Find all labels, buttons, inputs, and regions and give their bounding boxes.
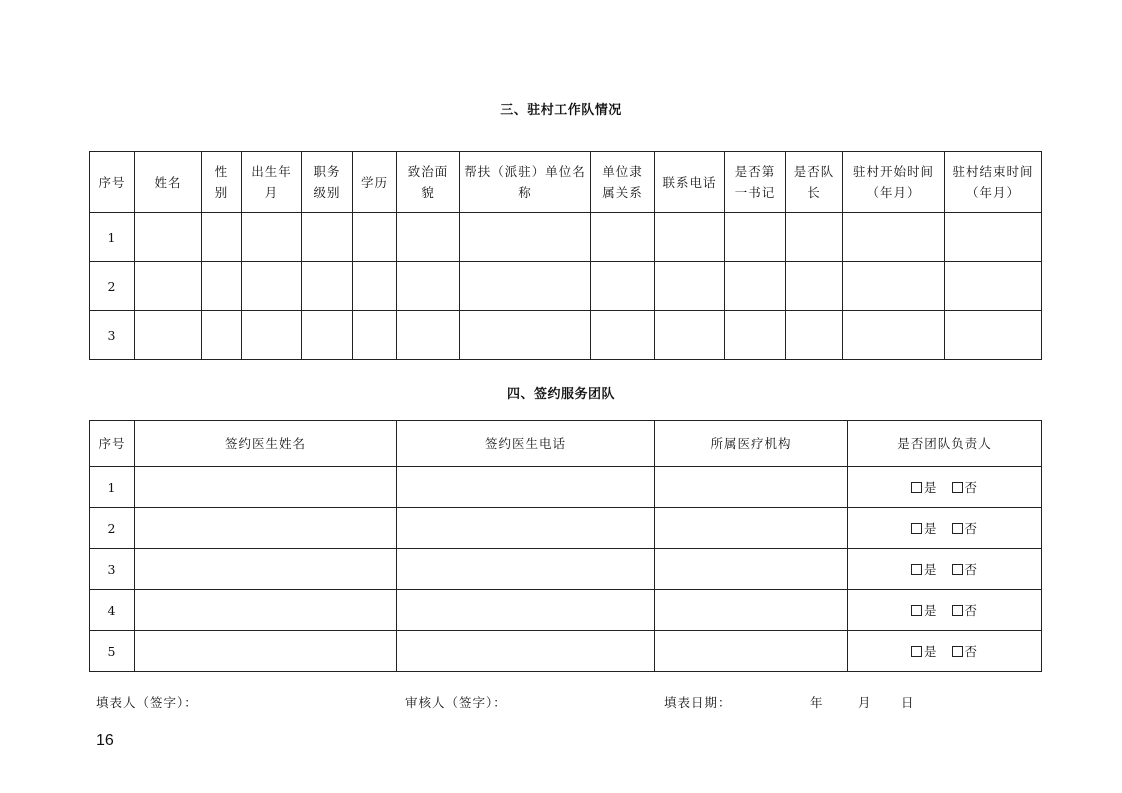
- option-label: 否: [964, 561, 979, 577]
- blank-cell[interactable]: [725, 262, 786, 311]
- blank-cell[interactable]: [242, 311, 302, 360]
- blank-cell[interactable]: [397, 590, 655, 631]
- checkbox-icon[interactable]: [952, 482, 963, 493]
- option-label: 否: [964, 479, 979, 495]
- blank-cell[interactable]: [302, 262, 353, 311]
- column-header: 是否队 长: [786, 152, 843, 213]
- blank-cell[interactable]: [353, 311, 397, 360]
- option-no[interactable]: [952, 600, 979, 621]
- blank-cell[interactable]: [591, 262, 655, 311]
- option-label: 是: [923, 479, 938, 495]
- option-label: 是: [923, 520, 938, 536]
- reviewer-signature-label: 审核人（签字）：: [405, 695, 507, 710]
- option-label: 否: [964, 643, 979, 659]
- table-row: [90, 590, 1042, 631]
- blank-cell[interactable]: [135, 549, 397, 590]
- blank-cell[interactable]: [353, 213, 397, 262]
- blank-cell[interactable]: [655, 549, 848, 590]
- blank-cell[interactable]: [397, 508, 655, 549]
- column-header: 驻村结束时间 （年月）: [945, 152, 1042, 213]
- section-3-title: 三、驻村工作队情况: [500, 103, 622, 118]
- table-header-row: [90, 152, 1042, 213]
- blank-cell[interactable]: [242, 213, 302, 262]
- blank-cell[interactable]: [725, 311, 786, 360]
- blank-cell[interactable]: [302, 311, 353, 360]
- blank-cell[interactable]: [135, 631, 397, 672]
- blank-cell[interactable]: [135, 508, 397, 549]
- column-header: 学历: [353, 152, 397, 213]
- checkbox-icon[interactable]: [911, 482, 922, 493]
- table-row: [90, 213, 1042, 262]
- blank-cell[interactable]: [786, 311, 843, 360]
- row-number: 2: [90, 508, 135, 549]
- option-yes[interactable]: [911, 641, 938, 662]
- blank-cell[interactable]: [655, 467, 848, 508]
- filler-signature-label: 填表人（签字）：: [96, 695, 198, 710]
- blank-cell[interactable]: [786, 213, 843, 262]
- service-team-table: [89, 420, 1042, 672]
- blank-cell[interactable]: [460, 262, 591, 311]
- option-yes[interactable]: [911, 559, 938, 580]
- blank-cell[interactable]: [397, 549, 655, 590]
- checkbox-icon[interactable]: [952, 646, 963, 657]
- column-header: 序号: [90, 152, 135, 213]
- row-number: 2: [90, 262, 135, 311]
- blank-cell[interactable]: [460, 311, 591, 360]
- option-no[interactable]: [952, 518, 979, 539]
- checkbox-icon[interactable]: [911, 605, 922, 616]
- column-header: 出生年 月: [242, 152, 302, 213]
- blank-cell[interactable]: [202, 311, 242, 360]
- blank-cell[interactable]: [843, 262, 945, 311]
- row-number: 3: [90, 311, 135, 360]
- team-leader-choice: [848, 549, 1042, 590]
- option-no[interactable]: [952, 559, 979, 580]
- date-year-label: 年: [810, 695, 824, 710]
- blank-cell[interactable]: [135, 213, 202, 262]
- table-row: [90, 508, 1042, 549]
- option-label: 否: [964, 520, 979, 536]
- column-header: 姓名: [135, 152, 202, 213]
- team-leader-choice: [848, 590, 1042, 631]
- blank-cell[interactable]: [655, 213, 725, 262]
- option-no[interactable]: [952, 641, 979, 662]
- column-header: 单位隶 属关系: [591, 152, 655, 213]
- blank-cell[interactable]: [843, 311, 945, 360]
- team-leader-choice: [848, 631, 1042, 672]
- blank-cell[interactable]: [591, 213, 655, 262]
- column-header: 职务 级别: [302, 152, 353, 213]
- blank-cell[interactable]: [655, 590, 848, 631]
- team-leader-choice: [848, 508, 1042, 549]
- blank-cell[interactable]: [945, 262, 1042, 311]
- blank-cell[interactable]: [397, 213, 460, 262]
- blank-cell[interactable]: [655, 262, 725, 311]
- blank-cell[interactable]: [945, 311, 1042, 360]
- table-row: [90, 549, 1042, 590]
- blank-cell[interactable]: [786, 262, 843, 311]
- option-label: 否: [964, 602, 979, 618]
- table-row: [90, 311, 1042, 360]
- blank-cell[interactable]: [353, 262, 397, 311]
- checkbox-icon[interactable]: [911, 564, 922, 575]
- row-number: 4: [90, 590, 135, 631]
- table-row: [90, 467, 1042, 508]
- page-number: 16: [96, 732, 114, 749]
- team-leader-choice: [848, 467, 1042, 508]
- checkbox-icon[interactable]: [911, 523, 922, 534]
- blank-cell[interactable]: [202, 262, 242, 311]
- blank-cell[interactable]: [397, 467, 655, 508]
- blank-cell[interactable]: [242, 262, 302, 311]
- column-header: 序号: [90, 421, 135, 467]
- column-header: 联系电话: [655, 152, 725, 213]
- checkbox-icon[interactable]: [952, 605, 963, 616]
- blank-cell[interactable]: [591, 311, 655, 360]
- blank-cell[interactable]: [843, 213, 945, 262]
- blank-cell[interactable]: [725, 213, 786, 262]
- blank-cell[interactable]: [397, 631, 655, 672]
- column-header: 签约医生姓名: [135, 421, 397, 467]
- blank-cell[interactable]: [135, 467, 397, 508]
- blank-cell[interactable]: [397, 262, 460, 311]
- blank-cell[interactable]: [460, 213, 591, 262]
- checkbox-icon[interactable]: [911, 646, 922, 657]
- checkbox-icon[interactable]: [952, 564, 963, 575]
- blank-cell[interactable]: [655, 508, 848, 549]
- blank-cell[interactable]: [135, 590, 397, 631]
- date-month-label: 月: [858, 695, 872, 710]
- blank-cell[interactable]: [202, 213, 242, 262]
- blank-cell[interactable]: [135, 311, 202, 360]
- option-label: 是: [923, 561, 938, 577]
- blank-cell[interactable]: [655, 631, 848, 672]
- column-header: 所属医疗机构: [655, 421, 848, 467]
- section-4-title: 四、签约服务团队: [506, 387, 615, 402]
- blank-cell[interactable]: [397, 311, 460, 360]
- column-header: 是否团队负责人: [848, 421, 1042, 467]
- table-header-row: [90, 421, 1042, 467]
- option-label: 是: [923, 643, 938, 659]
- row-number: 1: [90, 213, 135, 262]
- option-yes[interactable]: [911, 600, 938, 621]
- column-header: 帮扶（派驻）单位名 称: [460, 152, 591, 213]
- work-team-table: [89, 151, 1042, 360]
- column-header: 致治面 貌: [397, 152, 460, 213]
- table-row: [90, 262, 1042, 311]
- option-yes[interactable]: [911, 477, 938, 498]
- blank-cell[interactable]: [655, 311, 725, 360]
- row-number: 1: [90, 467, 135, 508]
- blank-cell[interactable]: [302, 213, 353, 262]
- option-no[interactable]: [952, 477, 979, 498]
- date-day-label: 日: [901, 695, 915, 710]
- column-header: 签约医生电话: [397, 421, 655, 467]
- blank-cell[interactable]: [945, 213, 1042, 262]
- option-label: 是: [923, 602, 938, 618]
- blank-cell[interactable]: [135, 262, 202, 311]
- checkbox-icon[interactable]: [952, 523, 963, 534]
- fill-date-label: 填表日期：: [664, 695, 732, 710]
- table-row: [90, 631, 1042, 672]
- column-header: 是否第 一书记: [725, 152, 786, 213]
- column-header: 性 别: [202, 152, 242, 213]
- row-number: 5: [90, 631, 135, 672]
- option-yes[interactable]: [911, 518, 938, 539]
- row-number: 3: [90, 549, 135, 590]
- column-header: 驻村开始时间 （年月）: [843, 152, 945, 213]
